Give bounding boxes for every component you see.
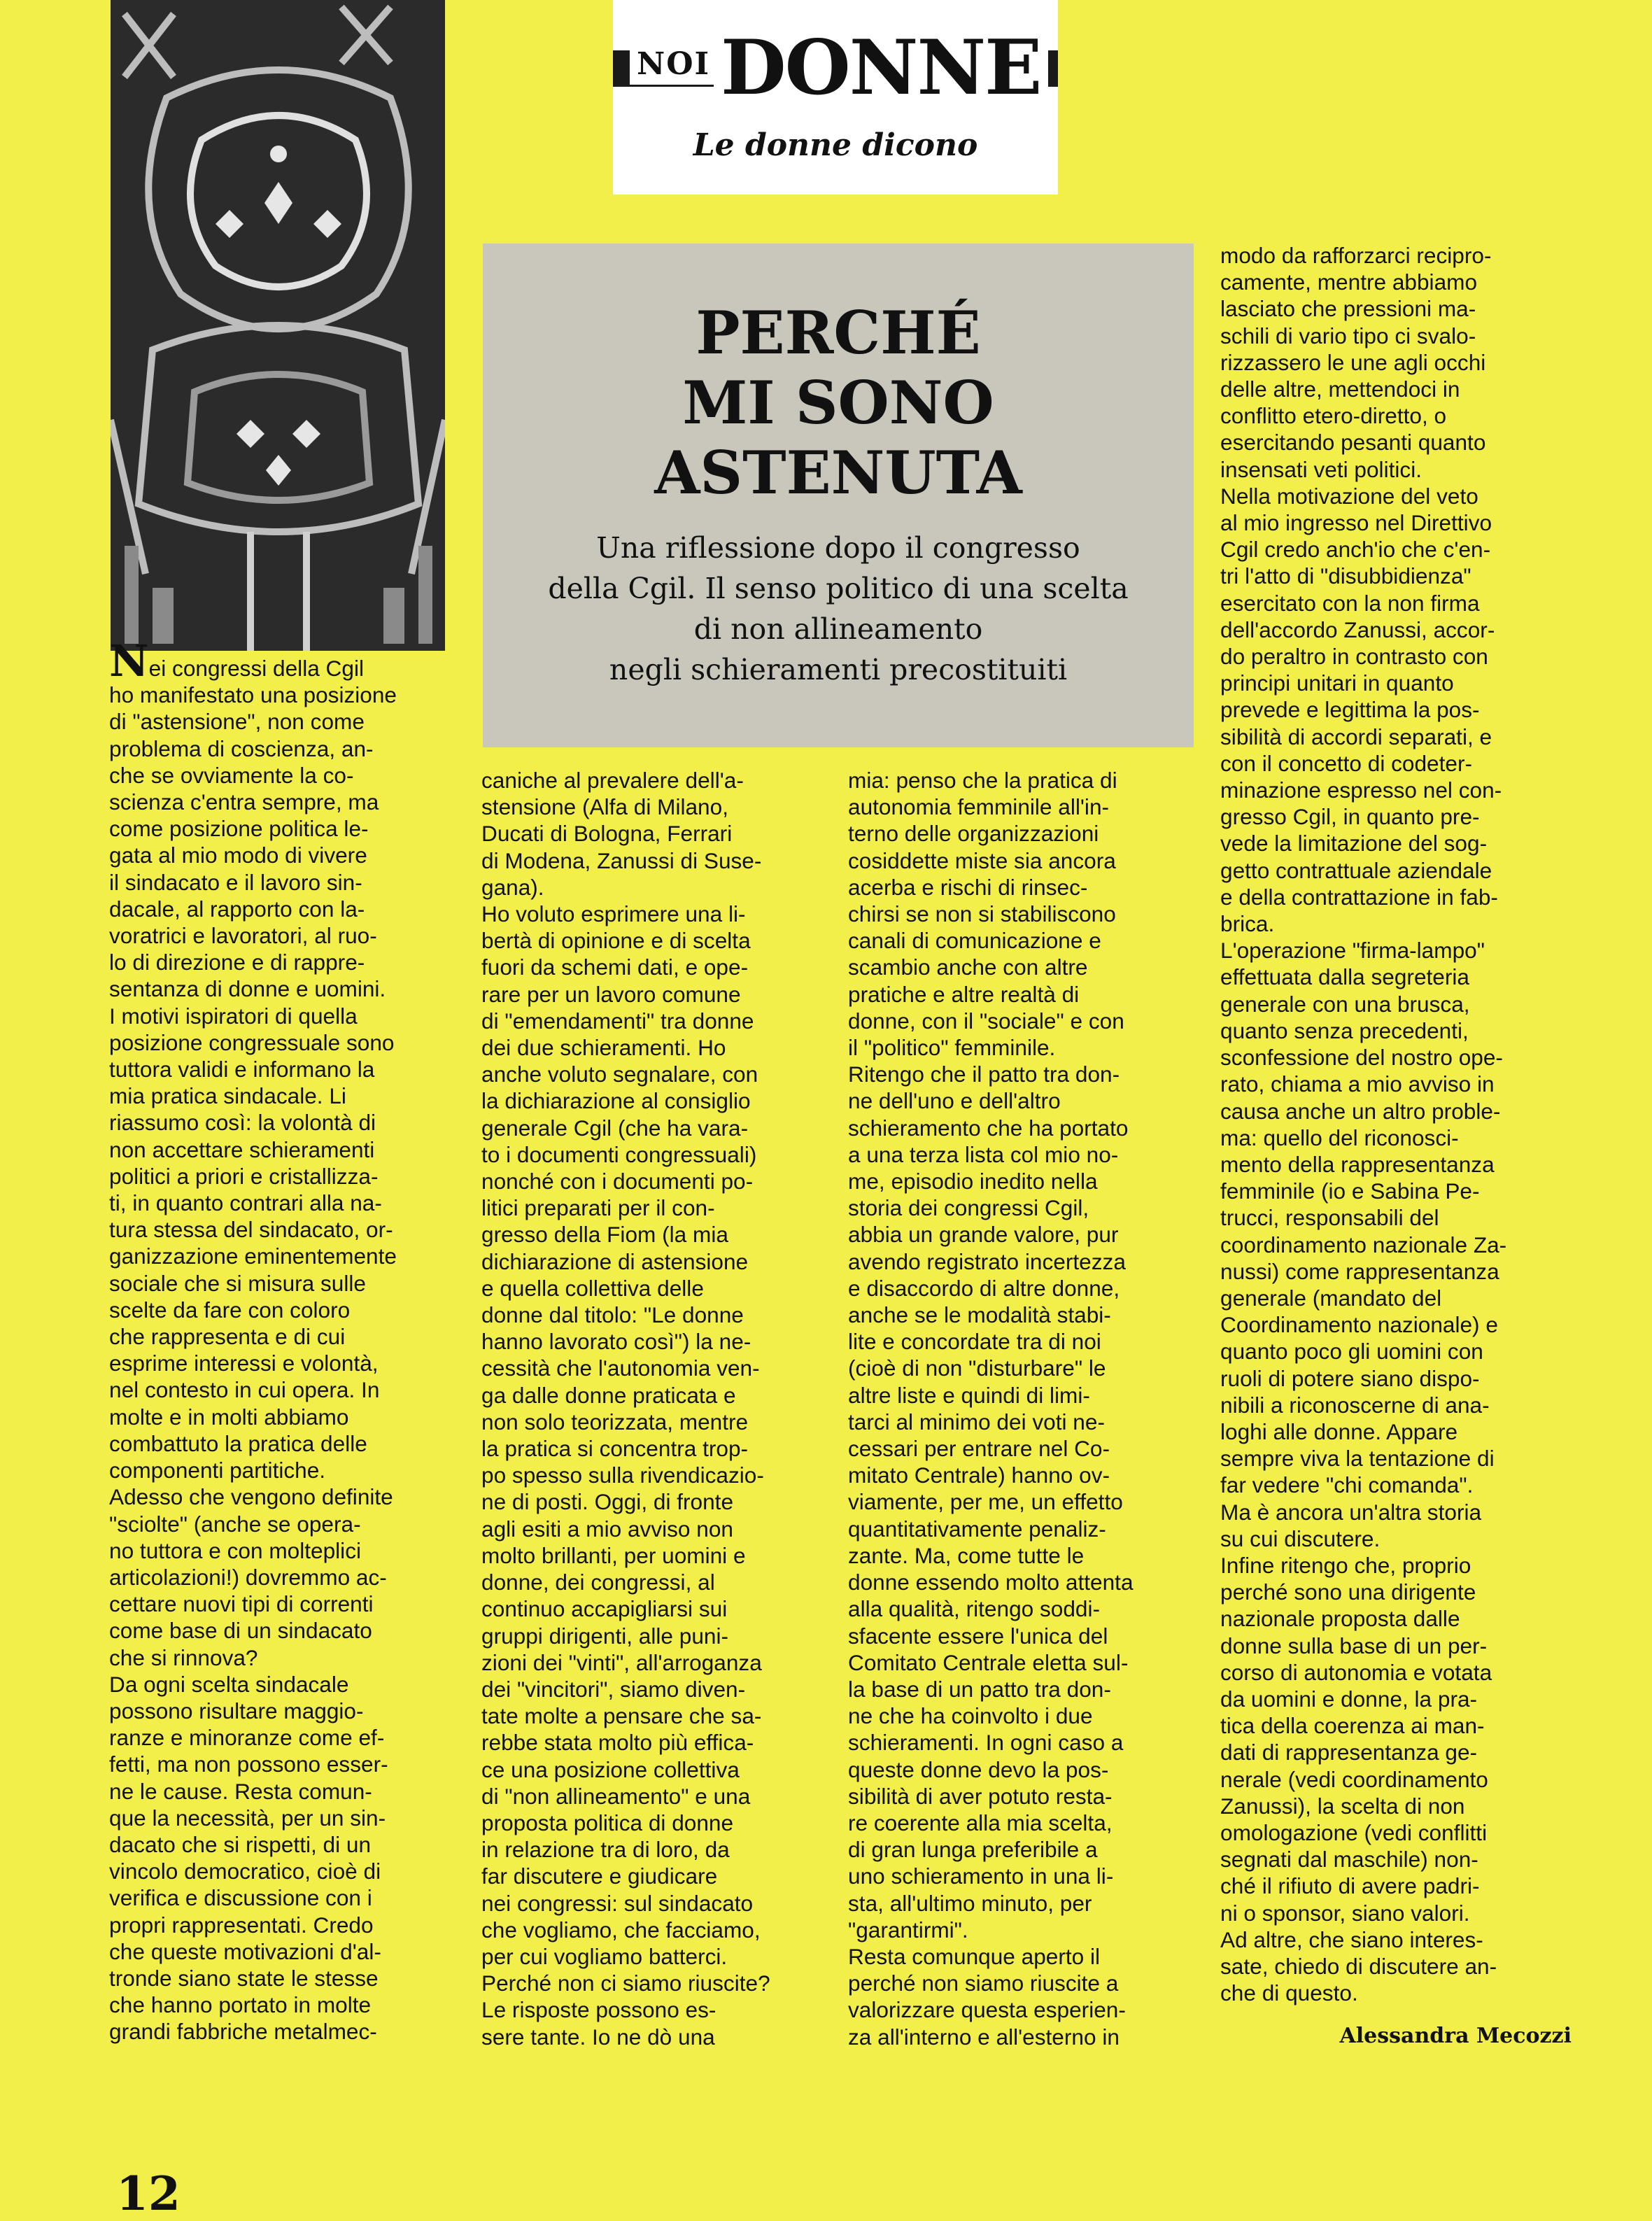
page-number: 12	[116, 2166, 181, 2221]
article-subtitle	[511, 528, 1166, 690]
author-signature: Alessandra Mecozzi	[1339, 2024, 1572, 2048]
subtitle-line: della Cgil. Il senso politico di una scelta	[548, 572, 1129, 605]
drop-cap: N	[109, 635, 149, 686]
headline-box	[483, 244, 1194, 747]
column-text: ei congressi della Cgil ho manifestato una posizione di "astensione", non come problema di coscienza, an- che se ovviamente la co- scienza c'entra sempre, ma come posizione politica le- gata al mio modo di vivere il sindacato e il lavoro sin- dacale, al rapporto con la- voratrici e lavoratori, al ruo- lo di direzione e di rappre- sentanza di donne e uomini. I motivi ispiratori di quella posizione congressuale sono tuttora validi e informano la mia pratica sindacale. Li riassumo così: la volontà di non accettare schieramenti politici a priori e cristallizza- ti, in quanto contrari alla na- tura stessa del sindacato, or- ganizzazione eminentemente sociale che si misura sulle scelte da fare con coloro che rappresenta e di cui esprime interessi e volontà, nel contesto in cui opera. In molte e in molti abbiamo combattuto la pratica delle componenti partitiche. Adesso che vengono definite "sciolte" (anche se opera- no tuttora e con molteplici articolazioni!) dovremmo ac- cettare nuovi tipi di correnti come base di un sindacato che si rinnova? Da ogni scelta sindacale possono risultare maggio- ranze e minoranze come ef- fetti, ma non possono esser- ne le cause. Resta comun- que la necessità, per un sin- dacato che si rispetti, di un vincolo democratico, cioè di verifica e discussione con i propri rappresentati. Credo che queste motivazioni d'al- tronde siano state le stesse che hanno portato in molte grandi fabbriche metalmec-	[109, 656, 397, 2045]
subtitle-line: Una riflessione dopo il congresso	[596, 531, 1080, 565]
title-line: MI SONO	[682, 368, 994, 437]
title-line: ASTENUTA	[654, 438, 1022, 507]
article-column-1	[109, 635, 452, 2045]
title-line: PERCHÉ	[696, 298, 981, 367]
section-label-small: NOI	[630, 43, 717, 85]
article-column-4: modo da rafforzarci recipro- camente, mentre abbiamo lasciato che pressioni ma- schili di vario tipo ci svalo- rizzassero le une agli occhi delle altre, mettendoci in conflitto etero-diretto, o esercitando pesanti quanto insensati veti politici. Nella motivazione del veto al mio ingresso nel Direttivo Cgil credo anch'io che c'en- tri l'atto di "disubbidienza" esercitato con la non firma dell'accordo Zanussi, accor- do peraltro in contrasto con principi unitari in quanto prevede e legittima la pos- sibilità di accordi separati, e con il concetto di codeter- minazione espresso nel con- gresso Cgil, in quanto pre- vede la limitazione del sog- getto contrattuale aziendale e della contrattazione in fab- brica. L'operazione "firma-lampo" effettuata dalla segreteria generale con una brusca, quanto senza precedenti, sconfessione del nostro ope- rato, chiama a mio avviso in causa anche un altro proble- ma: quello del riconosci- mento della rappresentanza femminile (io e Sabina Pe- trucci, responsabili del coordinamento nazionale Za- nussi) come rappresentanza generale (mandato del Coordinamento nazionale) e quanto poco gli uomini con ruoli di potere siano dispo- nibili a riconoscerne di ana- loghi alle donne. Appare sempre viva la tentazione di far vedere "chi comanda". Ma è ancora un'altra storia su cui discutere. Infine ritengo che, proprio perché sono una dirigente nazionale proposta dalle donne sulla base di un per- corso di autonomia e votata da uomini e donne, la pra- tica della coerenza ai man- dati di rappresentanza ge- nerale (vedi coordinamento Zanussi), la scelta di non omologazione (vedi conflitti segnati dal maschile) non- ché il rifiuto di avere padri- ni o sponsor, siano valori. Ad altre, che siano interes- sate, chiedo di discutere an- che di questo.	[1220, 243, 1507, 2006]
subtitle-line: negli schieramenti precostituiti	[609, 653, 1068, 686]
section-header	[613, 0, 1058, 195]
textile-artwork-image	[111, 0, 445, 651]
article-title	[483, 298, 1194, 508]
article-column-2: caniche al prevalere dell'a- stensione (Alfa di Milano, Ducati di Bologna, Ferrari di Modena, Zanussi di Suse- gana). Ho voluto esprimere una li- bertà di opinione e di scelta fuori da schemi dati, e ope- rare per un lavoro comune di "emendamenti" tra donne dei due schieramenti. Ho anche voluto segnalare, con la dichiarazione al consiglio generale Cgil (che ha vara- to i documenti congressuali) nonché con i documenti po- litici preparati per il con- gresso della Fiom (la mia dichiarazione di astensione e quella collettiva delle donne dal titolo: "Le donne hanno lavorato così") la ne- cessità che l'autonomia ven- ga dalle donne praticata e non solo teorizzata, mentre la pratica si concentra trop- po spesso sulla rivendicazio- ne di posti. Oggi, di fronte agli esiti a mio avviso non molto brillanti, per uomini e donne, dei congressi, al continuo accapigliarsi sui gruppi dirigenti, alle puni- zioni dei "vinti", all'arroganza dei "vincitori", siamo diven- tate molte a pensare che sa- rebbe stata molto più effica- ce una posizione collettiva di "non allineamento" e una proposta politica di donne in relazione tra di loro, da far discutere e giudicare nei congressi: sul sindacato che vogliamo, che facciamo, per cui vogliamo batterci. Perché non ci siamo riuscite? Le risposte possono es- sere tante. Io ne dò una	[481, 768, 770, 2050]
article-column-3: mia: penso che la pratica di autonomia femminile all'in- terno delle organizzazioni cosiddette miste sia ancora acerba e rischi di rinsec- chirsi se non si stabiliscono canali di comunicazione e scambio anche con altre pratiche e altre realtà di donne, con il "sociale" e con il "politico" femminile. Ritengo che il patto tra don- ne dell'uno e dell'altro schieramento che ha portato a una terza lista col mio no- me, episodio inedito nella storia dei congressi Cgil, abbia un grande valore, pur avendo registrato incertezza e disaccordo di altre donne, anche se le modalità stabi- lite e concordate tra di noi (cioè di non "disturbare" le altre liste e quindi di limi- tarci al minimo dei voti ne- cessari per entrare nel Co- mitato Centrale) hanno ov- viamente, per me, un effetto quantitativamente penaliz- zante. Ma, come tutte le donne essendo molto attenta alla qualità, ritengo soddi- sfacente essere l'unica del Comitato Centrale eletta sul- la base di un patto tra don- ne che ha coinvolto i due schieramenti. In ogni caso a queste donne devo la pos- sibilità di aver potuto resta- re coerente alla mia scelta, di gran lunga preferibile a uno schieramento in una li- sta, all'ultimo minuto, per "garantirmi". Resta comunque aperto il perché non siamo riuscite a valorizzare questa esperien- za all'interno e all'esterno in	[848, 768, 1134, 2050]
subtitle-line: di non allineamento	[693, 612, 983, 646]
rubric-title: Le donne dicono	[693, 127, 978, 163]
section-label-large: DONNE	[714, 29, 1048, 106]
